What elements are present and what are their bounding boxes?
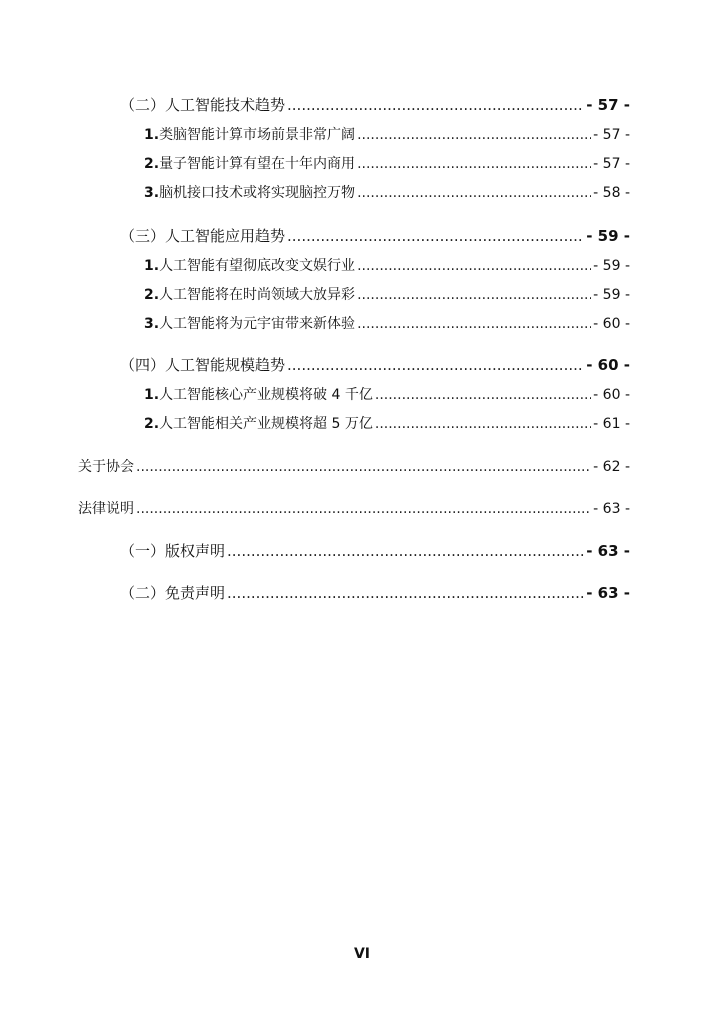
toc-entry-item[interactable]	[144, 384, 630, 404]
toc-entry-label: 类脑智能计算市场前景非常广阔	[159, 127, 356, 143]
toc-entry-item[interactable]	[144, 124, 630, 144]
toc-entry-label: （二）人工智能技术趋势	[120, 96, 286, 114]
toc-leader-dots	[357, 287, 591, 303]
toc-entry-chapter[interactable]	[78, 456, 630, 476]
toc-entry-page: - 58 -	[593, 185, 630, 201]
toc-entry-page: - 59 -	[586, 227, 630, 245]
toc-entry-item[interactable]	[144, 313, 630, 333]
toc-leader-dots	[357, 316, 591, 332]
toc-entry-page: - 57 -	[593, 156, 630, 172]
page-number: VI	[353, 946, 371, 962]
toc-entry-page: - 59 -	[593, 258, 630, 274]
toc-entry-page: - 63 -	[586, 542, 630, 560]
toc-entry-section[interactable]	[120, 225, 630, 246]
toc-leader-dots	[375, 416, 591, 432]
toc-leader-dots	[227, 542, 584, 560]
toc-leader-dots	[287, 356, 584, 374]
toc-entry-page: - 57 -	[593, 127, 630, 143]
toc-entry-section[interactable]	[120, 582, 630, 603]
toc-entry-page: - 60 -	[593, 316, 630, 332]
toc-entry-number: 1.	[144, 387, 160, 403]
toc-entry-item[interactable]	[144, 153, 630, 173]
toc-entry-label: （一）版权声明	[120, 542, 226, 560]
toc-entry-label: （二）免责声明	[120, 584, 226, 602]
toc-entry-page: - 59 -	[593, 287, 630, 303]
toc-entry-section[interactable]	[120, 540, 630, 561]
toc-entry-label: （四）人工智能规模趋势	[120, 356, 286, 374]
toc-entry-page: - 63 -	[593, 501, 630, 517]
toc-entry-number: 2.	[144, 156, 160, 172]
toc-leader-dots	[357, 185, 591, 201]
toc-entry-chapter[interactable]	[78, 498, 630, 518]
toc-entry-label: 量子智能计算有望在十年内商用	[159, 156, 356, 172]
toc-entry-number: 2.	[144, 287, 160, 303]
toc-entry-label: 人工智能相关产业规模将超 5 万亿	[159, 416, 373, 432]
toc-entry-page: - 57 -	[586, 96, 630, 114]
toc-entry-number: 1.	[144, 127, 160, 143]
toc-entry-section[interactable]	[120, 94, 630, 115]
toc-leader-dots	[227, 584, 584, 602]
toc-entry-number: 1.	[144, 258, 160, 274]
toc-entry-page: - 60 -	[593, 387, 630, 403]
toc-leader-dots	[357, 258, 591, 274]
toc-entry-page: - 61 -	[593, 416, 630, 432]
toc-entry-page: - 60 -	[586, 356, 630, 374]
toc-entry-label: 人工智能有望彻底改变文娱行业	[159, 258, 356, 274]
toc-entry-section[interactable]	[120, 354, 630, 375]
toc-leader-dots	[287, 227, 584, 245]
toc-entry-label: 脑机接口技术或将实现脑控万物	[159, 185, 356, 201]
toc-leader-dots	[136, 459, 591, 475]
toc-entry-item[interactable]	[144, 255, 630, 275]
toc-entry-label: 法律说明	[78, 501, 134, 517]
toc-entry-page: - 62 -	[593, 459, 630, 475]
toc-leader-dots	[357, 127, 591, 143]
toc-leader-dots	[287, 96, 584, 114]
toc-entry-item[interactable]	[144, 182, 630, 202]
toc-entry-label: 人工智能将为元宇宙带来新体验	[159, 316, 356, 332]
toc-leader-dots	[357, 156, 591, 172]
toc-entry-label: 人工智能核心产业规模将破 4 千亿	[159, 387, 373, 403]
toc-entry-number: 2.	[144, 416, 160, 432]
toc-entry-item[interactable]	[144, 413, 630, 433]
toc-entry-number: 3.	[144, 316, 160, 332]
toc-entry-item[interactable]	[144, 284, 630, 304]
toc-entry-page: - 63 -	[586, 584, 630, 602]
toc-leader-dots	[375, 387, 591, 403]
toc-leader-dots	[136, 501, 591, 517]
toc-entry-label: 人工智能将在时尚领域大放异彩	[159, 287, 356, 303]
toc-entry-label: 关于协会	[78, 459, 134, 475]
toc-entry-number: 3.	[144, 185, 160, 201]
toc-entry-label: （三）人工智能应用趋势	[120, 227, 286, 245]
